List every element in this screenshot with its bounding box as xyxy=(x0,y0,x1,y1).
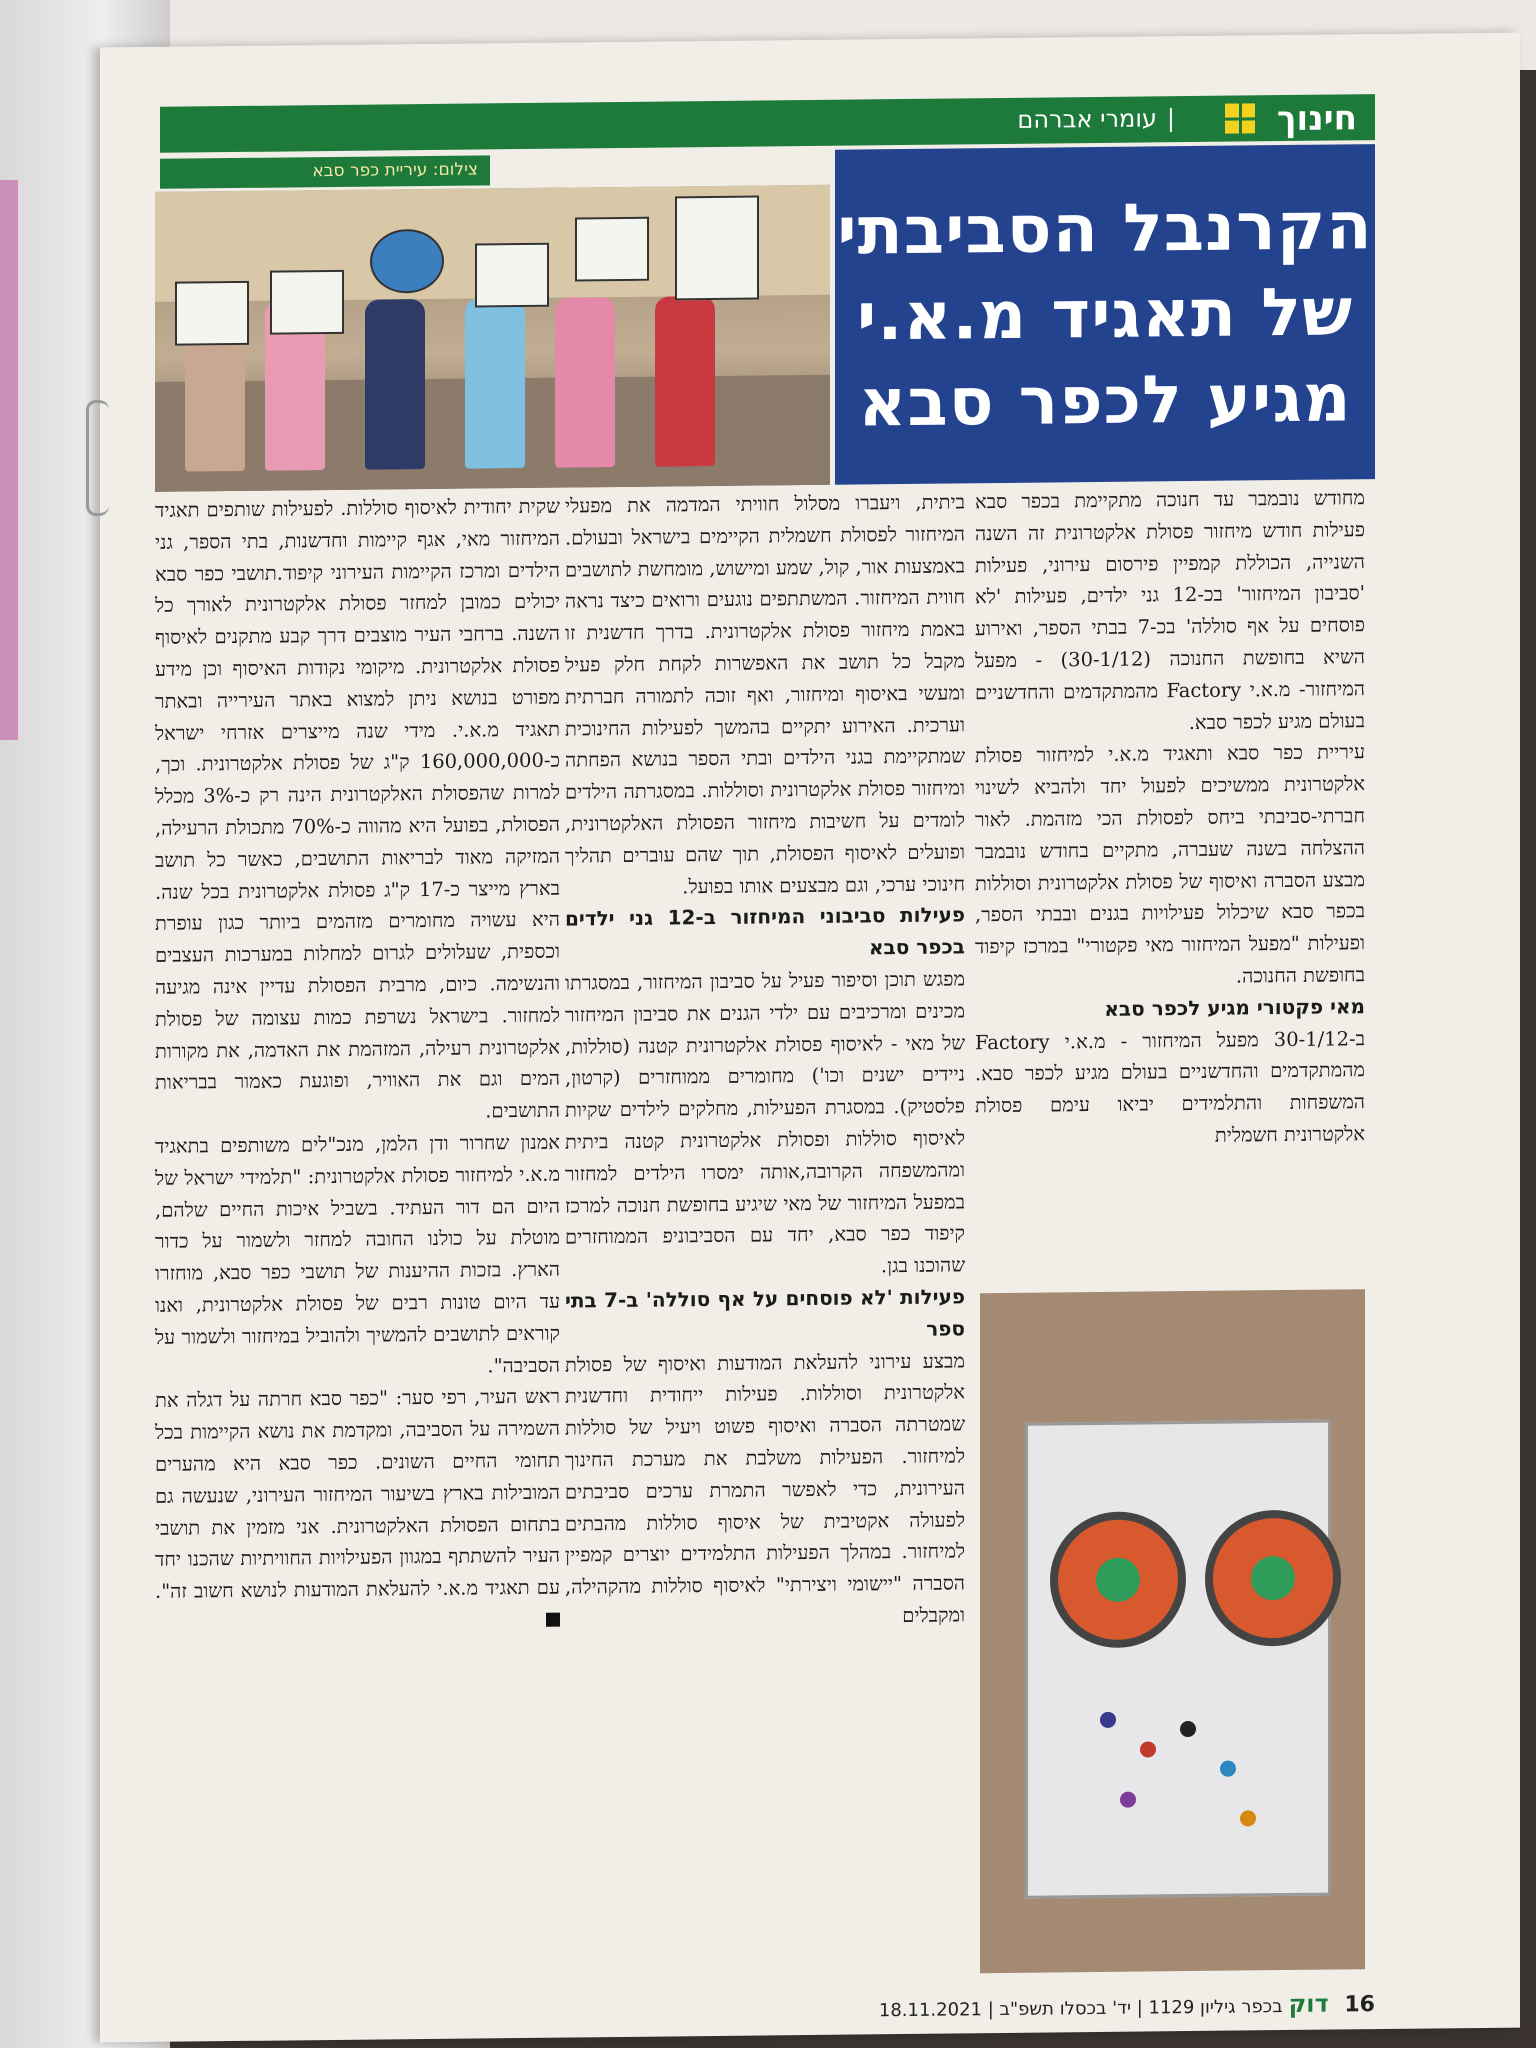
hebrew-date: יד' בכסלו תשפ"ב xyxy=(999,1997,1131,2021)
paragraph: מחודש נובמבר עד חנוכה מתקיימת בכפר סבא פעילות חודש מיחזור פסולת אלקטרונית זה השנה השנייה, הכוללת קמפיין פירסום עירוני, פעילות 'סביבון המיחזור' בכ-12 גני ילדים, פעילות 'לא פוסחים על אף סוללה' בכ-7 בבתי הספר, ואירוע השיא בחופשת החנוכה (30-1/12) - מפעל המיחזור- מ.א.י Factory מהמתקדמים והחדשניים בעולם מגיע לכפר סבא. xyxy=(975,486,1366,734)
headline-line-2: של תאגיד מ.א.י xyxy=(856,272,1354,356)
background-color-stripe xyxy=(0,180,18,740)
end-mark-icon xyxy=(546,1613,560,1627)
headline-line-3: מגיע לכפר סבא xyxy=(858,358,1352,441)
subheading: מאי פקטורי מגיע לכפר סבא xyxy=(1104,993,1365,1021)
quote-paragraph: אמנון שחרור ודן הלמן, מנכ"לים משותפים בתאגיד מ.א.י למיחזור פסולת אלקטרונית: "תלמידי ישראל של היום הם דור העתיד. בשביל איכות החיים שלהם, מוטלת על כולנו החובה למחזר ולשמור על כדור הארץ. בזכות ההיענות של תושבי כפר סבא, מוחזרו עד היום טונות רבים של פסולת אלקטרונית, ואנו קוראים לתושבים להמשיך ולהוביל במיחזור ולשמור על הסביבה". xyxy=(155,1130,560,1377)
article-column-2 xyxy=(565,486,965,1980)
issue-number: גיליון 1129 xyxy=(1148,1996,1236,2019)
paragraph: עיריית כפר סבא ותאגיד מ.א.י למיחזור פסולת אלקטרונית ממשיכים לפעול יחד ולהביא לשינוי חברתי-סביבתי ביחס לפסולת הכי מזהמת. לאור ההצלחה בשנה שעברה, מתקיים בחודש נובמבר מבצע הסברה ואיסוף של פסולת אלקטרונית וסוללות בכפר סבא שיכלול פעילויות בגנים ובבתי הספר, ופעילות "מפעל המיחזור מאי פקטורי" במרכז קיפוד בחופשת החנוכה. xyxy=(975,740,1365,988)
quote-paragraph: ראש העיר, רפי סער: "כפר סבא חרתה על דגלה את השמירה על הסביבה, ומקדמת את נושא הקיימות בכל תחומי החיים השונים. כפר סבא היא מהערים המובילות בארץ בשיעור המיחזור העירוני, שנעשה גם בתחום הפסולת האלקטרונית. אני מזמין את תושבי העיר להשתתף במגוון הפעילויות החוויתיות שהכנו יחד עם תאגיד מ.א.י להעלאת המודעות לנושא חשוב זה". xyxy=(155,1381,560,1640)
headline xyxy=(835,144,1375,485)
section-header xyxy=(160,94,1375,153)
publication-brand: דוק xyxy=(1288,1989,1329,2018)
publication-brand-suffix: בכפר xyxy=(1241,1996,1283,2018)
paragraph: שקית יחודית לאיסוף סוללות. לפעילות שותפים תאגיד המיחזור מאי, אגף קיימות וחדשנות, בתי הספר, גני הילדים ומרכז הקיימות העירוני קיפוד.תושבי כפר סבא יכולים כמובן למחזר פסולת אלקטרונית לאורך כל השנה. ברחבי העיר מוצבים דרך קבע מתקנים לאיסוף פסולת אלקטרונית. מיקומי נקודות האיסוף וכן מידע מפורט בנושא ניתן למצוא באתר העירייה ובאתר תאגיד מ.א.י. מידי שנה מייצרים אזרחי ישראל כ-160,000,000 ק"ג של פסולת אלקטרונית. וכך, למרות שהפסולת האלקטרונית הינה רק כ-3% מכלל הפסולת, בפועל היא מהווה כ-70% מתכולת הרעילה, המזיקה מאוד לבריאות התושבים, כאשר כל תושב בארץ מייצר כ-17 ק"ג פסולת אלקטרונית בכל שנה. היא עשויה מחומרים מזהמים ביותר כגון עופרת וכספית, שעלולים לגרום למחלות במערכות העצבים והנשימה. כיום, מרבית הפסולת עדיין אינה מגיעה למחזור. בישראל נשרפת כמות עצומה של פסולת אלקטרונית רעילה, המזהמת את האדמה, את מקורות המים וגם את האוויר, ופוגעת כאמור בבריאות התושבים. xyxy=(155,494,560,1123)
staple-clip xyxy=(86,400,109,516)
article-column-1 xyxy=(975,482,1365,1276)
subheading: פעילות סביבוני המיחזור ב-12 גני ילדים בכפר סבא xyxy=(565,902,966,960)
recycling-robot-photo xyxy=(980,1289,1365,1973)
paragraph: ב-30-1/12 מפעל המיחזור - מ.א.י Factory מהמתקדמים והחדשניים בעולם מגיע לכפר סבא. המשפחות והתלמידים יביאו עימם פסולת אלקטרונית חשמלית xyxy=(975,1026,1365,1147)
children-photo xyxy=(155,185,830,492)
newspaper-page xyxy=(100,33,1520,2043)
page-number: 16 xyxy=(1344,1992,1375,2018)
paragraph: ביתית, ויעברו מסלול חוויתי המדמה את מפעלי המיחזור לפסולת חשמלית הקיימים בישראל ובעולם. באמצעות אור, קול, שמע ומישוש, מומחשת לתושבים חווית המיחזור. המשתתפים נוגעים ורואים כיצד נראה באמת מיחזור פסולת אלקטרונית. בדרך חדשנית זו מקבל כל תושב את האפשרות לקחת חלק פעיל ומעשי באיסוף ומיחזור, ואף זוכה לתמורה חברתית וערכית. האירוע יתקיים בהמשך לפעילות החינוכית שמתקיימת בגני הילדים ובתי הספר בנושא הפחתה ומיחזור פסולת אלקטרונית וסוללות. במסגרתה הילדים לומדים על חשיבות מיחזור הפסולת האלקטרונית, ופועלים לאיסוף הפסולת, תוך שהם עוברים תהליך חינוכי ערכי, וגם מבצעים אותו בפועל. xyxy=(565,490,965,898)
section-name: חינוך xyxy=(1276,98,1357,140)
paragraph: מבצע עירוני להעלאת המודעות ואיסוף של פסולת אלקטרונית וסוללות. פעילות ייחודית וחדשנית שמטרתה הסברה ואיסוף פשוט ויעיל של סוללות למיחזור. הפעילות משלבת את מערכת החינוך העירונית, כדי לאפשר התמרת ערכים סביבתים לפעולה אקטיבית של איסוף סוללות מהבתים למיחזור. במהלך הפעילות התלמידים יוצרים קמפיין הסברה "יישומי ויצירתי" לאיסוף סוללות מהקהילה, ומקבלים xyxy=(565,1348,965,1627)
page-footer: 16 דוקבכפר גיליון 1129 | יד' בכסלו תשפ"ב | 18.11.2021 xyxy=(878,1989,1375,2022)
section-logo-icon xyxy=(1225,103,1255,133)
publication-date: 18.11.2021 xyxy=(878,1999,982,2022)
photo-credit: צילום: עיריית כפר סבא xyxy=(160,155,490,188)
headline-line-1: הקרנבל הסביבתי xyxy=(837,186,1373,270)
article-column-3 xyxy=(155,491,560,1985)
subheading: פעילות 'לא פוסחים על אף סוללה' ב-7 בתי ספר xyxy=(565,1284,966,1341)
paragraph: מפגש תוכן וסיפור פעיל על סביבון המיחזור, במסגרתו מכינים ומרכיבים עם ילדי הגנים את סביבון המיחזור של מאי - לאיסוף פסולת אלקטרונית קטנה (סוללות, ניידים ישנים וכו') מחומרים ממוחזרים (קרטון, פלסטיק). במסגרת הפעילות, מחלקים לילדים שקיות לאיסוף סוללות ופסולת אלקטרונית קטנה ביתית ומהמשפחה הקרובה,אותה ימסרו הילדים למחזור במפעל המיחזור של מאי שיגיע בחופשת חנוכה למרכז קיפוד כפר סבא, יחד עם הסביבוניפ הממוחזרים שהוכנו בגן. xyxy=(565,967,965,1278)
author-name: | עומרי אברהם xyxy=(1017,104,1175,134)
